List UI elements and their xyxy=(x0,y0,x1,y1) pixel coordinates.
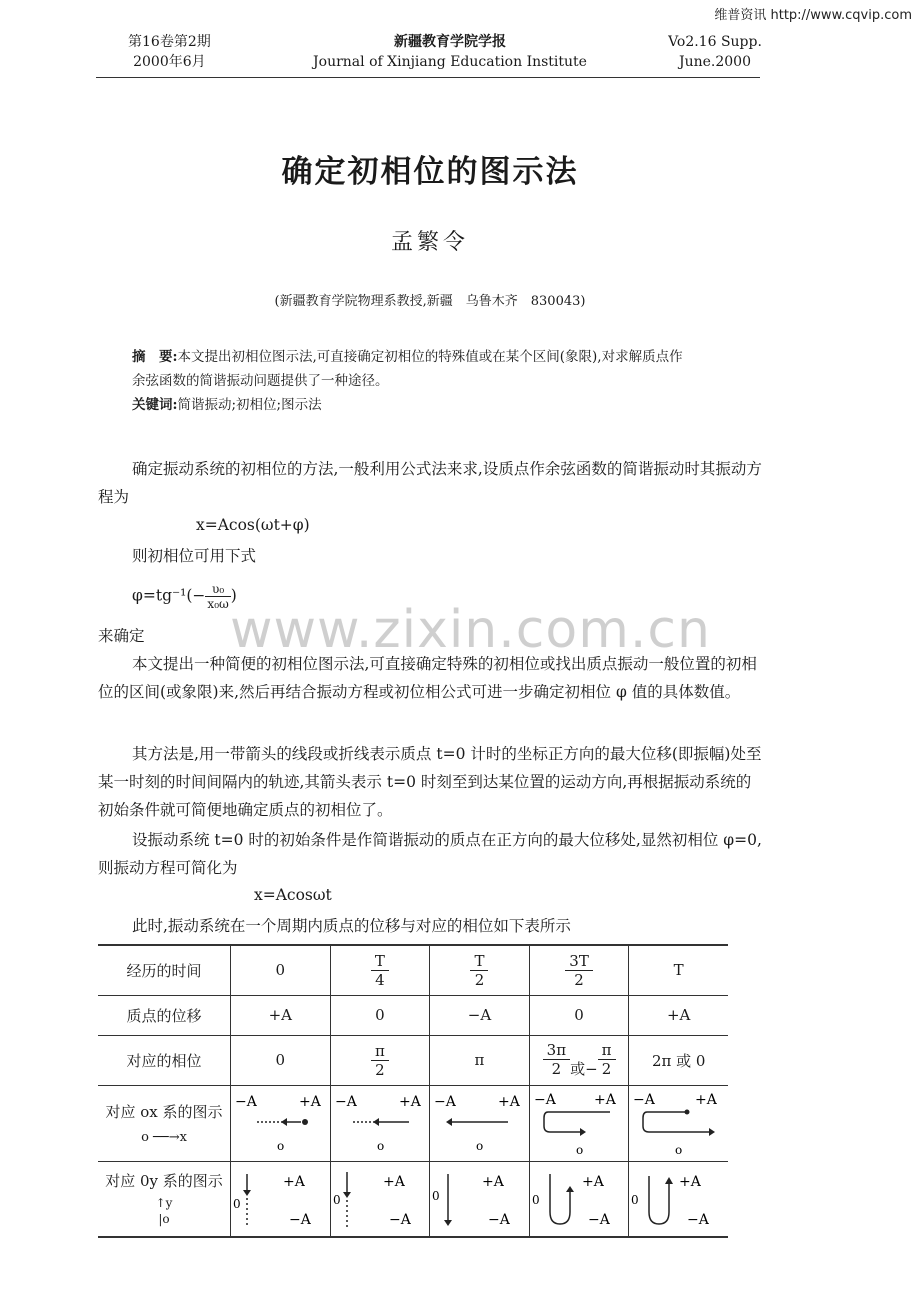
cell-phase-3: π xyxy=(430,1035,530,1085)
frac-den: 2 xyxy=(551,1060,562,1078)
abstract-line1: 本文提出初相位图示法,可直接确定初相位的特殊值或在某个区间(象限),对求解质点作 xyxy=(177,349,683,365)
origin-0: 0 xyxy=(432,1188,440,1203)
site-watermark-text: 维普资讯 http://www.cqvip.com xyxy=(714,8,912,23)
cell-time-t2 xyxy=(430,945,530,995)
cell-time-0: 0 xyxy=(231,945,331,995)
header-rule xyxy=(96,77,760,78)
body-paragraph-3: 来确定 xyxy=(98,627,145,645)
neg-a: −A xyxy=(434,1094,457,1110)
arrow-head xyxy=(444,1220,452,1226)
pos-a: +A xyxy=(283,1173,305,1190)
ox-diagram-2 xyxy=(330,1085,430,1161)
frac-num: T xyxy=(470,952,488,971)
row-label-oy xyxy=(98,1161,231,1237)
body-paragraph-1: 确定振动系统的初相位的方法,一般利用公式法来求,设质点作余弦函数的简谐振动时其振动方程为 xyxy=(98,460,762,506)
equation-2-numerator: υ₀ xyxy=(205,582,230,597)
origin-o: o xyxy=(675,1143,683,1157)
date-en: June.2000 xyxy=(678,54,751,70)
origin-o: o xyxy=(575,1143,584,1157)
arrow-head xyxy=(343,1192,351,1198)
volume-issue: 第16卷第2期 xyxy=(128,34,211,50)
oy-diagram-1 xyxy=(231,1161,331,1237)
oy-diagram-3 xyxy=(430,1161,530,1237)
pos-a: +A xyxy=(382,1173,405,1190)
ox-axis-legend: o ──→x xyxy=(141,1130,187,1145)
pos-a: +A xyxy=(299,1094,321,1110)
arrow-head xyxy=(665,1177,673,1184)
neg-a: −A xyxy=(587,1211,610,1228)
cell-disp-1: +A xyxy=(231,995,331,1035)
table-row-ox xyxy=(98,1085,728,1161)
cell-disp-3: −A xyxy=(430,995,530,1035)
origin-o: o xyxy=(376,1139,384,1153)
cell-time-3t2 xyxy=(529,945,629,995)
author-affiliation: (新疆教育学院物理系教授,新疆 乌鲁木齐 830043) xyxy=(274,294,586,309)
volume-en: Vo2.16 Supp. xyxy=(668,34,762,50)
frac-den: 2 xyxy=(574,970,584,989)
arrow-head xyxy=(373,1118,379,1126)
table-row-phase xyxy=(98,1035,728,1085)
equation-3: x=Acosωt xyxy=(254,886,332,904)
frac-num: π xyxy=(371,1042,389,1061)
phase-table xyxy=(98,944,728,1238)
equation-2 xyxy=(132,582,237,611)
cell-phase-5: 2π 或 0 xyxy=(629,1035,728,1085)
phase-or-minus: 或− xyxy=(570,1060,598,1078)
motion-path xyxy=(643,1112,709,1132)
row-label-displacement: 质点的位移 xyxy=(126,1006,202,1025)
origin-0: 0 xyxy=(631,1192,640,1207)
journal-volume xyxy=(128,32,211,72)
journal-name-en: Journal of Xinjiang Education Institute xyxy=(313,54,587,70)
keywords-label: 关键词: xyxy=(132,397,178,413)
row-label-time: 经历的时间 xyxy=(126,961,202,980)
neg-a: −A xyxy=(687,1211,710,1228)
cell-time-t: T xyxy=(629,945,728,995)
motion-path xyxy=(544,1112,610,1132)
ox-label: 对应 ox 系的图示 xyxy=(105,1103,223,1121)
arrow-head xyxy=(566,1186,574,1192)
pos-a: +A xyxy=(581,1173,604,1190)
motion-path xyxy=(550,1174,570,1224)
frac-num: 3T xyxy=(565,952,593,971)
journal-volume-en xyxy=(640,32,790,72)
neg-a: −A xyxy=(334,1094,357,1110)
pos-a: +A xyxy=(695,1092,718,1108)
origin-0: 0 xyxy=(531,1192,540,1207)
pos-a: +A xyxy=(498,1094,521,1110)
arrow-head xyxy=(243,1190,251,1196)
frac-den: 4 xyxy=(375,970,385,989)
neg-a: −A xyxy=(235,1094,257,1110)
paper-author: 孟繁令 xyxy=(390,230,469,255)
equation-2-denominator: x₀ω xyxy=(207,597,229,611)
neg-a: −A xyxy=(388,1211,411,1228)
pos-a: +A xyxy=(593,1092,616,1108)
start-dot xyxy=(685,1110,690,1115)
row-label-phase: 对应的相位 xyxy=(126,1051,202,1070)
row-label-ox xyxy=(98,1085,231,1161)
origin-0: 0 xyxy=(233,1196,241,1211)
abstract xyxy=(132,345,752,417)
frac-den: 2 xyxy=(375,1060,385,1079)
frac-num: π xyxy=(598,1041,616,1060)
ox-diagram-3 xyxy=(430,1085,530,1161)
cell-disp-2: 0 xyxy=(330,995,430,1035)
issue-date: 2000年6月 xyxy=(133,54,206,70)
journal-name-cn: 新疆教育学院学报 xyxy=(394,34,506,50)
arrow-head xyxy=(709,1128,715,1136)
origin-o: o xyxy=(277,1139,285,1153)
journal-name xyxy=(300,32,600,72)
oy-axis-o: o xyxy=(162,1212,170,1227)
cell-phase-2 xyxy=(330,1035,430,1085)
ox-diagram-4 xyxy=(529,1085,629,1161)
table-row-oy xyxy=(98,1161,728,1237)
body-paragraph-2: 则初相位可用下式 xyxy=(132,547,257,565)
pos-a: +A xyxy=(482,1173,505,1190)
cell-phase-1: 0 xyxy=(231,1035,331,1085)
keywords-text: 简谐振动;初相位;图示法 xyxy=(177,397,322,413)
oy-axis-y: y xyxy=(165,1196,173,1211)
neg-a: −A xyxy=(533,1092,556,1108)
neg-a: −A xyxy=(289,1211,311,1228)
frac-num: T xyxy=(371,952,389,971)
body-paragraph-4: 本文提出一种简便的初相位图示法,可直接确定特殊的初相位或找出质点振动一般位置的初相位的区间(或象限)来,然后再结合振动方程或初位相公式可进一步确定初相位 φ 值的具体数值。 xyxy=(98,655,757,701)
neg-a: −A xyxy=(633,1092,656,1108)
equation-1: x=Acos(ωt+φ) xyxy=(196,516,310,534)
cell-disp-5: +A xyxy=(629,995,728,1035)
origin-0: 0 xyxy=(332,1192,341,1207)
pos-a: +A xyxy=(679,1173,702,1190)
frac-den: 2 xyxy=(474,970,485,989)
arrow-head xyxy=(446,1118,452,1126)
oy-diagram-5 xyxy=(629,1161,728,1237)
table-row-displacement xyxy=(98,995,728,1035)
arrow-head xyxy=(580,1128,586,1136)
pos-a: +A xyxy=(398,1094,421,1110)
ox-diagram-1 xyxy=(231,1085,331,1161)
body-paragraph-7: 此时,振动系统在一个周期内质点的位移与对应的相位如下表所示 xyxy=(132,917,571,935)
abstract-label: 摘 要: xyxy=(132,349,178,365)
oy-label: 对应 0y 系的图示 xyxy=(105,1172,223,1191)
neg-a: −A xyxy=(488,1211,511,1228)
body-paragraph-5: 其方法是,用一带箭头的线段或折线表示质点 t=0 计时的坐标正方向的最大位移(即振幅)处至某一时刻的时间间隔内的轨迹,其箭头表示 t=0 时刻至到达某位置的运动方向,再根据振动系统的初始条件就可简便地确定质点的初相位了。 xyxy=(98,745,762,819)
equation-2-fraction xyxy=(205,582,230,611)
equation-2-right: ) xyxy=(230,586,237,605)
arrow-head xyxy=(281,1118,287,1126)
table-row-time xyxy=(98,945,728,995)
frac-den: 2 xyxy=(601,1060,612,1078)
oy-diagram-2 xyxy=(330,1161,430,1237)
start-dot xyxy=(302,1119,308,1125)
paper-title: 确定初相位的图示法 xyxy=(281,154,579,190)
equation-2-left: φ=tg⁻¹(− xyxy=(132,586,206,605)
cell-disp-4: 0 xyxy=(529,995,629,1035)
oy-axis-legend: ↑y |o xyxy=(155,1196,173,1227)
watermark: www.zixin.com.cn xyxy=(230,600,711,660)
origin-o: o xyxy=(476,1139,484,1153)
ox-diagram-5 xyxy=(629,1085,728,1161)
abstract-line2: 余弦函数的简谐振动问题提供了一种途径。 xyxy=(132,373,389,389)
cell-phase-4 xyxy=(529,1035,629,1085)
frac-num: 3π xyxy=(543,1041,570,1060)
body-paragraph-6: 设振动系统 t=0 时的初始条件是作简谐振动的质点在正方向的最大位移处,显然初相位 φ=0,则振动方程可简化为 xyxy=(98,831,762,877)
oy-diagram-4 xyxy=(529,1161,629,1237)
cell-time-t4 xyxy=(330,945,430,995)
